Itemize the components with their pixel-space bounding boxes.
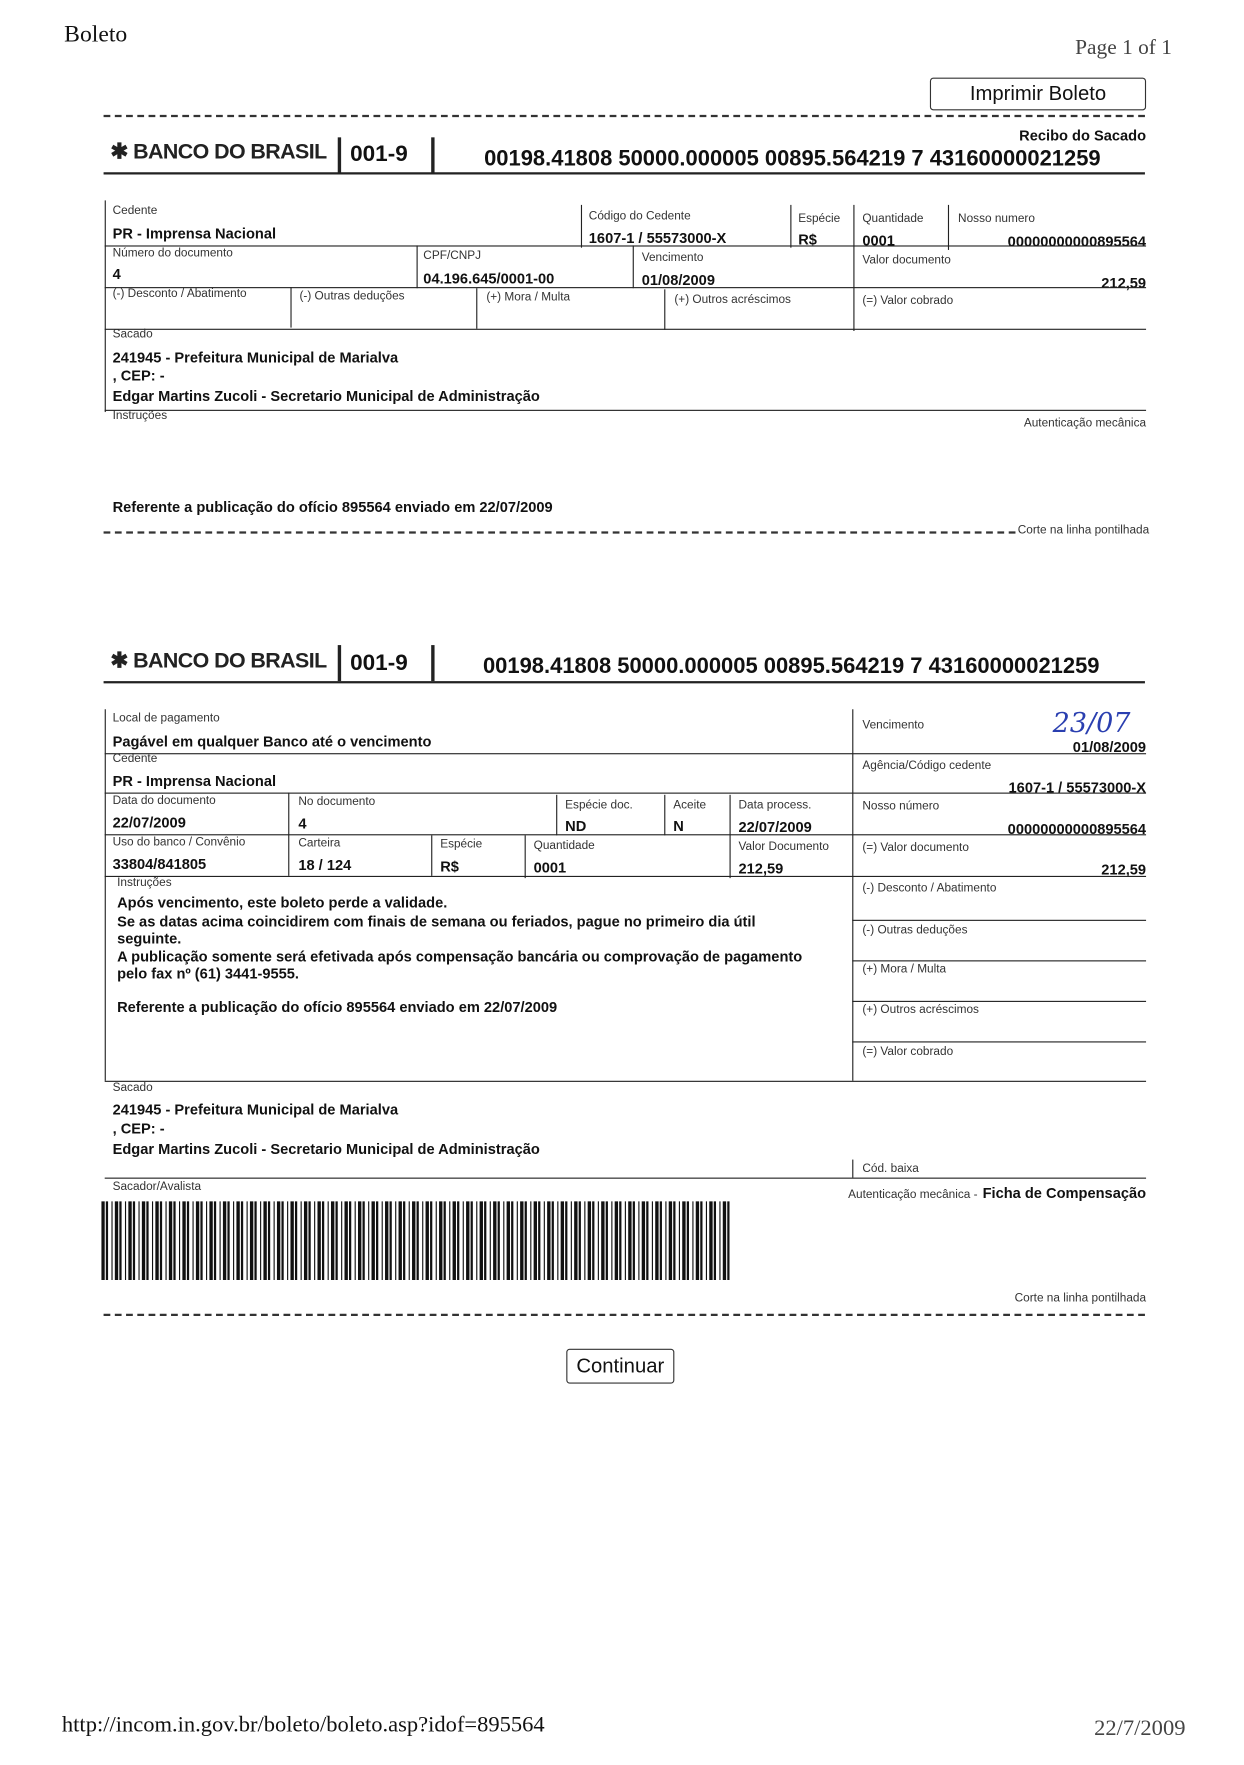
- bank-logo: [110, 648, 326, 674]
- barcode-bar: [206, 1201, 207, 1280]
- barcode-bar: [372, 1201, 375, 1280]
- barcode-bar: [606, 1201, 608, 1280]
- barcode-bar: [466, 1201, 469, 1280]
- barcode-bar: [700, 1201, 702, 1280]
- barcode-bar: [552, 1201, 554, 1280]
- barcode-bar: [679, 1201, 680, 1280]
- barcode-bar: [344, 1201, 347, 1280]
- nosso-numero-label: Nosso numero: [958, 211, 1035, 226]
- barcode-bar: [390, 1201, 392, 1280]
- barcode-bar: [426, 1201, 429, 1280]
- vencimento-value: 01/08/2009: [641, 271, 715, 289]
- barcode-bar: [169, 1201, 172, 1280]
- data-process-label: Data process.: [738, 798, 812, 812]
- barcode-bar: [403, 1201, 405, 1280]
- codigo-cedente-label: Código do Cedente: [588, 209, 691, 223]
- barcode-bar: [463, 1201, 464, 1280]
- barcode-bar: [520, 1201, 523, 1280]
- barcode-bar: [290, 1201, 293, 1280]
- barcode-bar: [517, 1201, 518, 1280]
- barcode-bar: [571, 1201, 572, 1280]
- cedente-label: Cedente: [112, 203, 158, 218]
- barcode-bar: [498, 1201, 500, 1280]
- barcode-bar: [187, 1201, 189, 1280]
- barcode-bar: [385, 1201, 388, 1280]
- autenticacao-label: Autenticação mecânica -: [848, 1187, 978, 1202]
- barcode-bar: [247, 1201, 248, 1280]
- data-documento-value: 22/07/2009: [112, 813, 186, 831]
- barcode-bar: [484, 1201, 486, 1280]
- digitable-line: 00198.41808 50000.000005 00895.564219 7 43160000021259: [482, 654, 1100, 679]
- barcode-bar: [422, 1201, 423, 1280]
- sacado-line: , CEP: -: [112, 367, 165, 384]
- aceite-value: N: [673, 817, 684, 835]
- mora-label: (+) Mora / Multa: [862, 962, 947, 977]
- carteira-value: 18 / 124: [298, 856, 352, 874]
- barcode-bar: [341, 1201, 342, 1280]
- valor-documento-label: (=) Valor documento: [862, 840, 969, 855]
- barcode-bar: [727, 1201, 729, 1280]
- barcode-bar: [101, 1201, 104, 1280]
- barcode-bar: [476, 1201, 477, 1280]
- barcode-bar: [128, 1201, 131, 1280]
- outros-acrescimos-label: (+) Outros acréscimos: [674, 292, 791, 307]
- barcode-bar: [538, 1201, 540, 1280]
- instrucoes-label: Instruções: [112, 408, 168, 423]
- barcode-bar: [263, 1201, 266, 1280]
- barcode-bar: [382, 1201, 383, 1280]
- print-boleto-button[interactable]: Imprimir Boleto: [930, 78, 1146, 111]
- barcode-bar: [574, 1201, 577, 1280]
- quantidade-label: Quantidade: [533, 838, 595, 853]
- barcode: [101, 1201, 737, 1280]
- vencimento-label: Vencimento: [862, 718, 925, 732]
- barcode-bar: [133, 1201, 135, 1280]
- barcode-bar: [439, 1201, 442, 1280]
- barcode-bar: [111, 1201, 112, 1280]
- continue-button[interactable]: Continuar: [566, 1349, 674, 1384]
- barcode-bar: [363, 1201, 365, 1280]
- barcode-bar: [268, 1201, 270, 1280]
- desconto-label: (-) Desconto / Abatimento: [112, 287, 247, 301]
- carteira-label: Carteira: [298, 836, 341, 850]
- barcode-bar: [660, 1201, 662, 1280]
- barcode-bar: [193, 1201, 194, 1280]
- barcode-bar: [511, 1201, 513, 1280]
- barcode-bar: [503, 1201, 504, 1280]
- barcode-bar: [525, 1201, 527, 1280]
- valor-cobrado-label: (=) Valor cobrado: [862, 1044, 954, 1059]
- sacado-line: , CEP: -: [112, 1120, 165, 1138]
- barcode-bar: [152, 1201, 153, 1280]
- handwritten-date: 23/07: [1052, 707, 1131, 739]
- valor-doc-label: Valor Documento: [738, 839, 829, 854]
- barcode-bar: [507, 1201, 510, 1280]
- barcode-bar: [196, 1201, 199, 1280]
- especie-label: Espécie: [798, 211, 841, 226]
- valor-cobrado-label: (=) Valor cobrado: [862, 293, 954, 308]
- cut-line-label: Corte na linha pontilhada: [1014, 1291, 1147, 1305]
- barcode-bar: [223, 1201, 226, 1280]
- barcode-bar: [493, 1201, 496, 1280]
- barcode-bar: [687, 1201, 689, 1280]
- barcode-bar: [241, 1201, 243, 1280]
- local-pagamento-value: Pagável em qualquer Banco até o vencimento: [112, 732, 432, 750]
- instrucoes-label: Instruções: [117, 875, 172, 890]
- barcode-bar: [317, 1201, 320, 1280]
- cut-line-label: Corte na linha pontilhada: [1017, 523, 1150, 538]
- barcode-bar: [544, 1201, 545, 1280]
- barcode-bar: [322, 1201, 324, 1280]
- barcode-bar: [277, 1201, 280, 1280]
- no-documento-value: 4: [298, 815, 307, 832]
- barcode-bar: [565, 1201, 567, 1280]
- barcode-bar: [633, 1201, 635, 1280]
- quantidade-label: Quantidade: [862, 211, 924, 226]
- footer-date: 22/7/2009: [1094, 1715, 1186, 1741]
- instruction-text: Após vencimento, este boleto perde a validade.: [117, 893, 448, 911]
- valor-documento-value: 212,59: [1101, 274, 1147, 292]
- barcode-bar: [588, 1201, 591, 1280]
- nosso-numero-label: Nosso número: [862, 799, 940, 813]
- bank-name: BANCO DO BRASIL: [133, 649, 327, 674]
- barcode-bar: [200, 1201, 202, 1280]
- data-process-value: 22/07/2009: [738, 818, 812, 836]
- barcode-bar: [436, 1201, 437, 1280]
- nosso-numero-value: 00000000000895564: [1007, 233, 1147, 250]
- footer-url: http://incom.in.gov.br/boleto/boleto.asp?idof=895564: [61, 1712, 545, 1738]
- barcode-bar: [358, 1201, 361, 1280]
- vencimento-value: 01/08/2009: [1072, 738, 1147, 756]
- barcode-bar: [376, 1201, 378, 1280]
- quantidade-value: 0001: [533, 858, 567, 876]
- quantidade-value: 0001: [862, 231, 895, 249]
- valor-doc-value: 212,59: [738, 860, 784, 877]
- recibo-title: Recibo do Sacado: [1019, 127, 1147, 145]
- sacado-label: Sacado: [112, 1080, 153, 1095]
- sacado-line: 241945 - Prefeitura Municipal de Marialva: [112, 1101, 399, 1118]
- barcode-bar: [368, 1201, 369, 1280]
- barcode-bar: [719, 1201, 720, 1280]
- sacado-line: Edgar Martins Zucoli - Secretario Municipal de Administração: [112, 387, 540, 405]
- barcode-bar: [534, 1201, 537, 1280]
- barcode-bar: [331, 1201, 334, 1280]
- local-pagamento-label: Local de pagamento: [112, 711, 220, 726]
- barcode-bar: [449, 1201, 450, 1280]
- barcode-bar: [673, 1201, 675, 1280]
- barcode-bar: [714, 1201, 716, 1280]
- barcode-bar: [584, 1201, 585, 1280]
- barcode-bar: [471, 1201, 473, 1280]
- barcode-bar: [490, 1201, 491, 1280]
- page-title: Boleto: [64, 20, 128, 48]
- especie-label: Espécie: [440, 837, 483, 852]
- barcode-bar: [125, 1201, 126, 1280]
- outros-acrescimos-label: (+) Outros acréscimos: [862, 1003, 979, 1017]
- nosso-numero-value: 00000000000895564: [1007, 820, 1147, 838]
- cpf-label: CPF/CNPJ: [423, 248, 482, 263]
- sacador-label: Sacador/Avalista: [112, 1179, 202, 1194]
- especie-value: R$: [798, 230, 817, 248]
- sacado-line: 241945 - Prefeitura Municipal de Marialva: [112, 348, 399, 366]
- barcode-bar: [642, 1201, 645, 1280]
- barcode-bar: [692, 1201, 693, 1280]
- cut-line: [104, 115, 1145, 117]
- barcode-bar: [146, 1201, 148, 1280]
- barcode-bar: [304, 1201, 307, 1280]
- barcode-bar: [236, 1201, 239, 1280]
- numero-documento-label: Número do documento: [112, 246, 233, 261]
- valor-documento-label: Valor documento: [862, 253, 951, 267]
- barcode-bar: [547, 1201, 550, 1280]
- barcode-bar: [155, 1201, 158, 1280]
- ficha-compensacao-title: [848, 1183, 1146, 1203]
- barcode-bar: [412, 1201, 415, 1280]
- bank-code: 001-9: [350, 141, 408, 167]
- bank-code: 001-9: [350, 650, 408, 676]
- aceite-label: Aceite: [673, 798, 707, 812]
- bank-name: BANCO DO BRASIL: [133, 140, 327, 165]
- bank-logo-icon: ✱: [110, 140, 128, 165]
- referente-text: Referente a publicação do ofício 895564 enviado em 22/07/2009: [112, 498, 553, 516]
- barcode-bar: [652, 1201, 653, 1280]
- bank-logo: [110, 140, 326, 166]
- barcode-bar: [706, 1201, 707, 1280]
- barcode-bar: [254, 1201, 256, 1280]
- barcode-bar: [480, 1201, 483, 1280]
- barcode-bar: [160, 1201, 162, 1280]
- vencimento-label: Vencimento: [641, 251, 704, 265]
- barcode-bar: [281, 1201, 283, 1280]
- outras-deducoes-label: (-) Outras deduções: [862, 923, 968, 937]
- barcode-bar: [179, 1201, 180, 1280]
- numero-documento-value: 4: [112, 265, 121, 283]
- barcode-bar: [561, 1201, 564, 1280]
- barcode-bar: [395, 1201, 396, 1280]
- digitable-line: 00198.41808 50000.000005 00895.564219 7 43160000021259: [484, 146, 1101, 172]
- cod-baixa-label: Cód. baixa: [862, 1161, 919, 1176]
- barcode-bar: [601, 1201, 604, 1280]
- barcode-bar: [165, 1201, 166, 1280]
- barcode-bar: [665, 1201, 666, 1280]
- barcode-bar: [119, 1201, 121, 1280]
- barcode-bar: [314, 1201, 315, 1280]
- desconto-label: (-) Desconto / Abatimento: [862, 881, 997, 896]
- barcode-bar: [214, 1201, 216, 1280]
- barcode-bar: [260, 1201, 261, 1280]
- barcode-bar: [592, 1201, 594, 1280]
- barcode-bar: [182, 1201, 185, 1280]
- cedente-label: Cedente: [112, 752, 158, 766]
- barcode-bar: [274, 1201, 275, 1280]
- barcode-bar: [209, 1201, 212, 1280]
- barcode-bar: [399, 1201, 402, 1280]
- barcode-bar: [625, 1201, 626, 1280]
- especie-doc-label: Espécie doc.: [565, 798, 633, 812]
- data-documento-label: Data do documento: [112, 793, 216, 808]
- barcode-bar: [287, 1201, 288, 1280]
- cpf-value: 04.196.645/0001-00: [423, 270, 555, 288]
- outras-deducoes-label: (-) Outras deduções: [299, 289, 405, 303]
- barcode-bar: [115, 1201, 118, 1280]
- barcode-bar: [453, 1201, 456, 1280]
- barcode-bar: [696, 1201, 699, 1280]
- sacado-label: Sacado: [112, 327, 153, 342]
- barcode-bar: [598, 1201, 599, 1280]
- barcode-bar: [138, 1201, 139, 1280]
- barcode-bar: [557, 1201, 558, 1280]
- valor-documento-value: 212,59: [1101, 861, 1147, 879]
- barcode-bar: [723, 1201, 726, 1280]
- barcode-bar: [328, 1201, 329, 1280]
- barcode-bar: [646, 1201, 648, 1280]
- barcode-bar: [308, 1201, 310, 1280]
- barcode-bar: [611, 1201, 612, 1280]
- uso-banco-label: Uso do banco / Convênio: [112, 835, 246, 849]
- instruction-text: Referente a publicação do ofício 895564 enviado em 22/07/2009: [117, 998, 558, 1016]
- barcode-bar: [233, 1201, 234, 1280]
- cedente-value: PR - Imprensa Nacional: [112, 772, 277, 790]
- barcode-bar: [619, 1201, 621, 1280]
- barcode-bar: [301, 1201, 302, 1280]
- barcode-bar: [220, 1201, 221, 1280]
- barcode-bar: [409, 1201, 410, 1280]
- barcode-bar: [638, 1201, 639, 1280]
- especie-doc-value: ND: [565, 817, 587, 835]
- barcode-bar: [349, 1201, 351, 1280]
- uso-banco-value: 33804/841805: [112, 855, 207, 873]
- autenticacao-label: Autenticação mecânica: [1023, 416, 1147, 431]
- barcode-bar: [173, 1201, 175, 1280]
- barcode-bar: [530, 1201, 531, 1280]
- bank-logo-icon: ✱: [110, 649, 128, 674]
- barcode-bar: [709, 1201, 712, 1280]
- no-documento-label: No documento: [298, 794, 376, 809]
- barcode-bar: [682, 1201, 685, 1280]
- instruction-text: A publicação somente será efetivada após compensação bancária ou comprovação de pagamento pelo fax nº (61) 3441-9555.: [117, 947, 803, 982]
- especie-value: R$: [440, 857, 459, 875]
- barcode-bar: [655, 1201, 658, 1280]
- cedente-value: PR - Imprensa Nacional: [112, 225, 277, 243]
- page-number: Page 1 of 1: [1075, 36, 1172, 60]
- barcode-bar: [227, 1201, 229, 1280]
- barcode-bar: [628, 1201, 631, 1280]
- sacado-line: Edgar Martins Zucoli - Secretario Municipal de Administração: [112, 1140, 540, 1158]
- mora-label: (+) Mora / Multa: [486, 290, 571, 304]
- barcode-bar: [106, 1201, 108, 1280]
- ficha-title: Ficha de Compensação: [982, 1184, 1147, 1202]
- barcode-bar: [335, 1201, 337, 1280]
- barcode-bar: [579, 1201, 581, 1280]
- instruction-text: Se as datas acima coincidirem com finais de semana ou feriados, pague no primeiro dia útil seguinte.: [117, 913, 756, 947]
- barcode-bar: [355, 1201, 356, 1280]
- barcode-bar: [142, 1201, 145, 1280]
- barcode-bar: [430, 1201, 432, 1280]
- barcode-bar: [457, 1201, 459, 1280]
- barcode-bar: [444, 1201, 446, 1280]
- agencia-label: Agência/Código cedente: [862, 758, 992, 773]
- agencia-value: 1607-1 / 55573000-X: [1008, 779, 1147, 796]
- barcode-bar: [417, 1201, 419, 1280]
- barcode-bar: [669, 1201, 672, 1280]
- barcode-bar: [615, 1201, 618, 1280]
- barcode-bar: [250, 1201, 253, 1280]
- barcode-bar: [295, 1201, 297, 1280]
- codigo-cedente-value: 1607-1 / 55573000-X: [588, 229, 727, 247]
